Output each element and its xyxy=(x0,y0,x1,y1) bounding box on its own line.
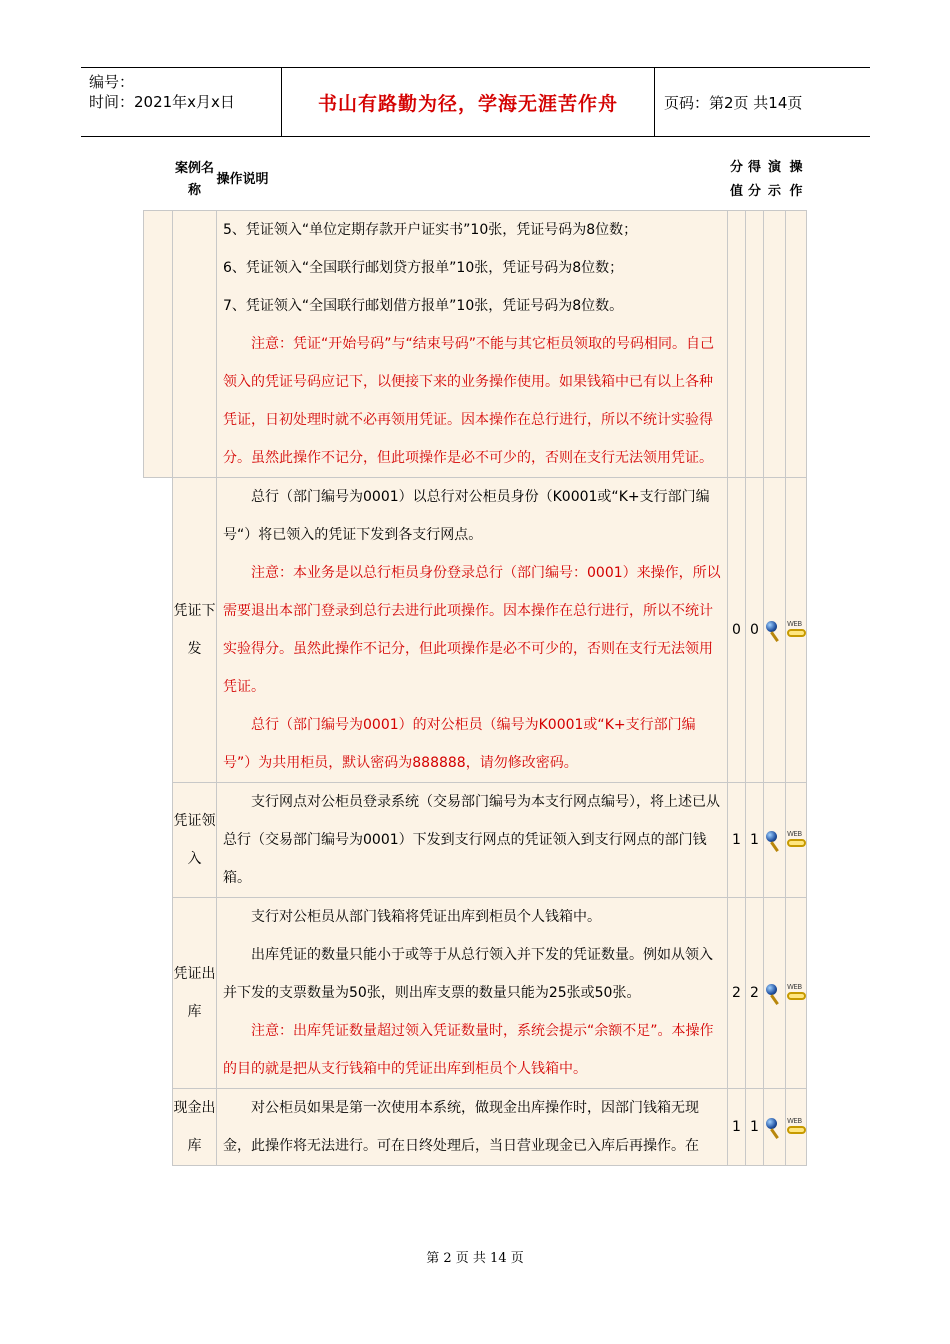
score-value: 1 xyxy=(728,1088,746,1165)
web-link-icon[interactable]: WEB xyxy=(786,1118,808,1136)
row-gutter xyxy=(144,477,173,782)
description-paragraph: 支行对公柜员从部门钱箱将凭证出库到柜员个人钱箱中。 xyxy=(251,908,601,925)
score-value: 1 xyxy=(728,782,746,897)
case-name: 现金出库 xyxy=(173,1088,217,1165)
col-header-description: 操作说明 xyxy=(216,171,269,187)
header-motto-cell xyxy=(282,68,655,136)
got-score-value xyxy=(746,210,764,477)
case-name: 凭证出库 xyxy=(173,897,217,1088)
table-row xyxy=(144,1088,807,1165)
case-description xyxy=(217,782,728,897)
case-name xyxy=(173,210,217,477)
case-description xyxy=(217,477,728,782)
header-meta-cell xyxy=(81,68,282,136)
col-header-operate: 操作 xyxy=(789,159,803,199)
page-header xyxy=(81,67,870,137)
description-paragraph: 对公柜员如果是第一次使用本系统，做现金出库操作时，因部门钱箱无现金，此操作将无法进行。可在日终处理后，当日营业现金已入库后再操作。在 xyxy=(223,1099,699,1154)
time-label: 时间：2021年x月x日 xyxy=(89,93,235,111)
web-link-icon[interactable]: WEB xyxy=(786,831,808,849)
page-number-label: 页码：第2页 共14页 xyxy=(664,93,803,112)
case-description xyxy=(217,897,728,1088)
description-paragraph: 总行（部门编号为0001）以总行对公柜员身份（K0001或“K+支行部门编号“）将已领入的凭证下发到各支行网点。 xyxy=(223,488,710,543)
description-paragraph: 5、凭证领入“单位定期存款开户证实书”10张，凭证号码为8位数； xyxy=(223,221,638,238)
got-score-value: 1 xyxy=(746,1088,764,1165)
score-value: 2 xyxy=(728,897,746,1088)
operate-cell xyxy=(786,782,807,897)
header-page-cell xyxy=(655,68,870,136)
row-gutter xyxy=(144,210,173,477)
case-table xyxy=(143,150,807,1166)
demo-cell xyxy=(764,897,786,1088)
table-row xyxy=(144,782,807,897)
demo-globe-icon[interactable] xyxy=(766,831,784,849)
description-paragraph: 注意：出库凭证数量超过领入凭证数量时，系统会提示“余额不足”。本操作的目的就是把从支行钱箱中的凭证出库到柜员个人钱箱中。 xyxy=(223,1022,714,1077)
table-row xyxy=(144,897,807,1088)
demo-cell xyxy=(764,477,786,782)
description-paragraph: 支行网点对公柜员登录系统（交易部门编号为本支行网点编号），将上述已从总行（交易部门编号为0001）下发到支行网点的凭证领入到支行网点的部门钱箱。 xyxy=(223,793,720,886)
col-header-got: 得分 xyxy=(747,159,761,199)
web-link-icon[interactable]: WEB xyxy=(786,984,808,1002)
case-description xyxy=(217,1088,728,1165)
demo-cell xyxy=(764,210,786,477)
demo-globe-icon[interactable] xyxy=(766,1118,784,1136)
row-gutter xyxy=(144,782,173,897)
score-value xyxy=(728,210,746,477)
table-row xyxy=(144,210,807,477)
col-header-demo: 演示 xyxy=(767,159,781,199)
demo-cell xyxy=(764,1088,786,1165)
operate-cell xyxy=(786,1088,807,1165)
description-paragraph: 7、凭证领入“全国联行邮划借方报单”10张，凭证号码为8位数。 xyxy=(223,297,624,314)
got-score-value: 0 xyxy=(746,477,764,782)
table-header-row xyxy=(144,150,807,210)
operate-cell xyxy=(786,477,807,782)
description-paragraph: 总行（部门编号为0001）的对公柜员（编号为K0001或“K+支行部门编号”）为共用柜员，默认密码为888888，请勿修改密码。 xyxy=(223,716,696,771)
description-paragraph: 注意：凭证“开始号码”与“结束号码”不能与其它柜员领取的号码相同。自己领入的凭证号码应记下，以便接下来的业务操作使用。如果钱箱中已有以上各种凭证，日初处理时就不必再领用凭证。因本操作在总行进行，所以不统计实验得分。虽然此操作不记分，但此项操作是必不可少的，否则在支行无法领用凭证。 xyxy=(223,335,715,466)
got-score-value: 2 xyxy=(746,897,764,1088)
got-score-value: 1 xyxy=(746,782,764,897)
operate-cell xyxy=(786,897,807,1088)
case-name: 凭证领入 xyxy=(173,782,217,897)
demo-globe-icon[interactable] xyxy=(766,984,784,1002)
demo-globe-icon[interactable] xyxy=(766,621,784,639)
page-footer: 第 2 页 共 14 页 xyxy=(426,1251,524,1266)
web-link-icon[interactable]: WEB xyxy=(786,621,808,639)
description-paragraph: 6、凭证领入“全国联行邮划贷方报单”10张，凭证号码为8位数； xyxy=(223,259,624,276)
operate-cell xyxy=(786,210,807,477)
case-description xyxy=(217,210,728,477)
motto-text: 书山有路勤为径，学海无涯苦作舟 xyxy=(317,92,618,115)
score-value: 0 xyxy=(728,477,746,782)
table-row xyxy=(144,477,807,782)
row-gutter xyxy=(144,1088,173,1165)
number-label: 编号： xyxy=(89,73,135,91)
description-paragraph: 注意：本业务是以总行柜员身份登录总行（部门编号：0001）来操作，所以需要退出本部门登录到总行去进行此项操作。因本操作在总行进行，所以不统计实验得分。虽然此操作不记分，但此项操作是必不可少的，否则在支行无法领用凭证。 xyxy=(223,564,721,695)
col-header-score: 分值 xyxy=(729,159,743,199)
col-header-case-name: 案例名称 xyxy=(174,160,214,198)
case-name: 凭证下发 xyxy=(173,477,217,782)
row-gutter xyxy=(144,897,173,1088)
description-paragraph: 出库凭证的数量只能小于或等于从总行领入并下发的凭证数量。例如从领入并下发的支票数量为50张，则出库支票的数量只能为25张或50张。 xyxy=(223,946,713,1001)
demo-cell xyxy=(764,782,786,897)
